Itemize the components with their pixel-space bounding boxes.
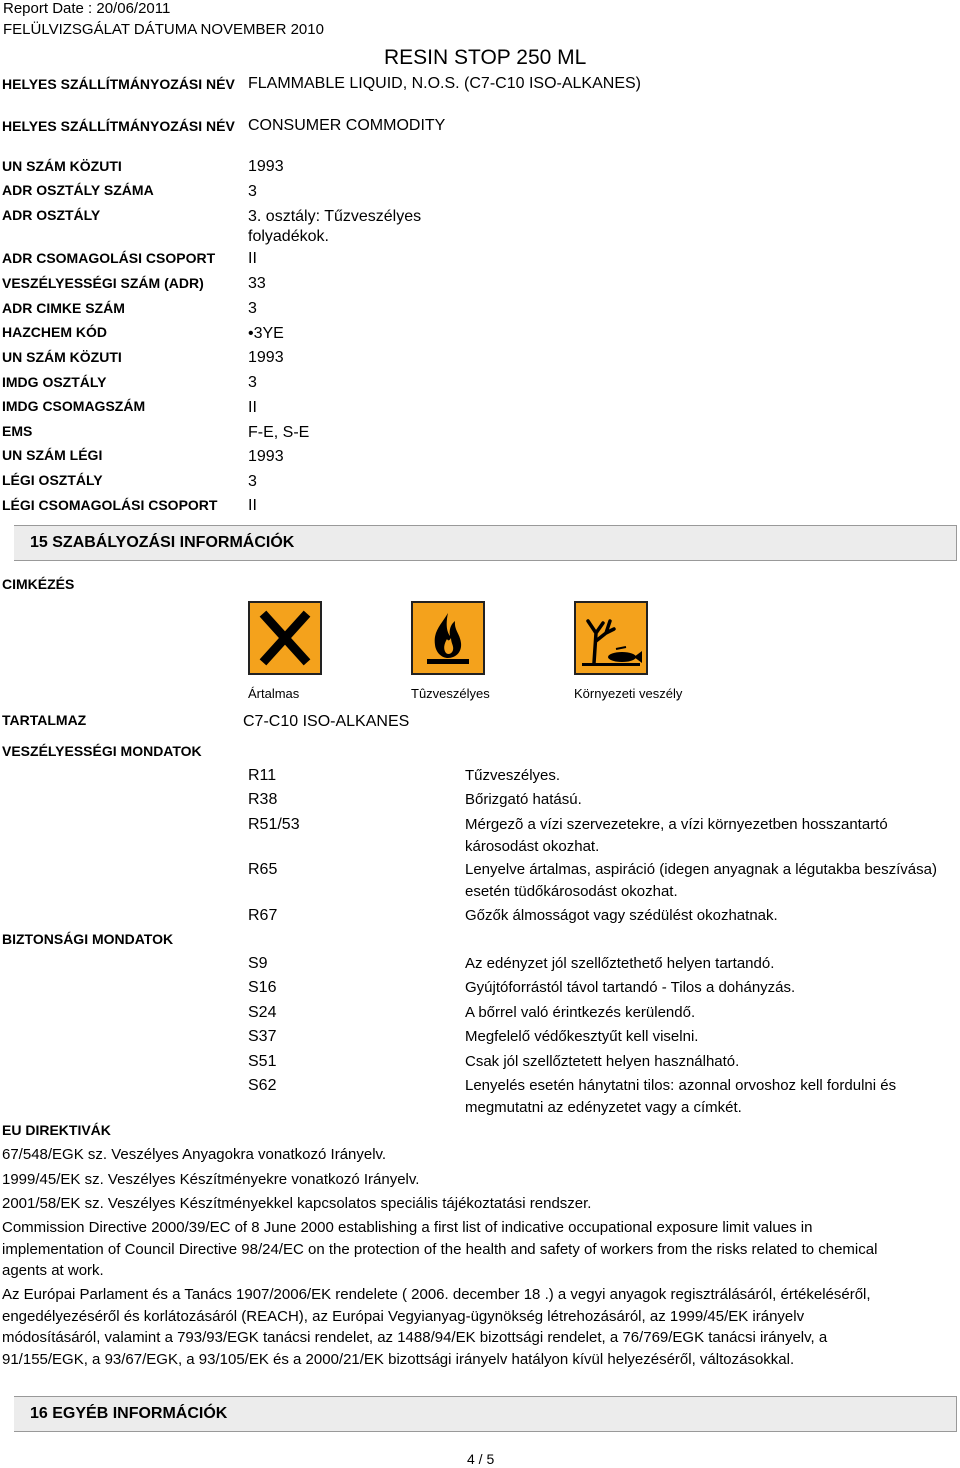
risk-text: Bőrizgató hatású.	[465, 791, 582, 808]
transport-value: 3. osztály: Tűzveszélyes folyadékok.	[248, 208, 422, 245]
safety-text: Lenyelés esetén hánytatni tilos: azonnal orvoshoz kell fordulni és megmutatni az edényzetet vagy a címkét.	[465, 1077, 897, 1116]
safety-code: S9	[248, 955, 268, 972]
risk-text: Gőzők álmosságot vagy szédülést okozhatnak.	[465, 907, 778, 924]
transport-value: •3YE	[248, 325, 284, 342]
transport-label: VESZÉLYESSÉGI SZÁM (ADR)	[2, 275, 204, 291]
section-15-title: 15 SZABÁLYOZÁSI INFORMÁCIÓK	[30, 534, 295, 551]
eu-directive: 67/548/EGK sz. Veszélyes Anyagokra vonatkozó Irányelv.	[2, 1146, 387, 1163]
transport-label: HELYES SZÁLLÍTMÁNYOZÁSI NÉV	[2, 118, 235, 134]
transport-label: LÉGI CSOMAGOLÁSI CSOPORT	[2, 497, 218, 513]
page-number: 4 / 5	[467, 1451, 495, 1467]
labelling-label: CIMKÉZÉS	[2, 576, 75, 592]
safety-text: Megfelelő védőkesztyűt kell viselni.	[465, 1028, 699, 1045]
safety-code: S16	[248, 979, 277, 996]
contains-label: TARTALMAZ	[2, 712, 87, 728]
risk-text: Tűzveszélyes.	[465, 767, 561, 784]
transport-value: 3	[248, 300, 257, 317]
pictogram-caption: Környezeti veszély	[574, 686, 683, 701]
eu-directive: Commission Directive 2000/39/EC of 8 June 2000 establishing a first list of indicative occupational exposure limit values in implementation of Council Directive 98/24/EC on the protection of the health and safety of workers from the risks related to chemical agents at work.	[2, 1219, 878, 1279]
transport-value: II	[248, 250, 257, 267]
transport-label: UN SZÁM LÉGI	[2, 447, 103, 463]
pictogram-caption: Ártalmas	[248, 686, 300, 701]
safety-code: S51	[248, 1053, 277, 1070]
eu-directives-label: EU DIREKTIVÁK	[2, 1122, 111, 1138]
transport-value: 1993	[248, 349, 284, 366]
safety-phrases-label: BIZTONSÁGI MONDATOK	[2, 931, 174, 947]
transport-value: 3	[248, 183, 257, 200]
transport-value: 33	[248, 275, 266, 292]
transport-label: UN SZÁM KÖZUTI	[2, 158, 122, 174]
transport-value: 1993	[248, 448, 284, 465]
transport-value: II	[248, 399, 257, 416]
safety-code: S62	[248, 1077, 277, 1094]
risk-phrases-label: VESZÉLYESSÉGI MONDATOK	[2, 743, 202, 759]
transport-label: ADR CIMKE SZÁM	[2, 300, 125, 316]
eu-directive: 2001/58/EK sz. Veszélyes Készítményekkel kapcsolatos speciális tájékoztatási rendszer.	[2, 1195, 592, 1212]
safety-text: Az edényzet jól szellőztethető helyen tartandó.	[465, 955, 775, 972]
transport-label: HAZCHEM KÓD	[2, 324, 107, 340]
section-15-header	[14, 525, 957, 561]
transport-value: 1993	[248, 158, 284, 175]
eu-directive: Az Európai Parlament és a Tanács 1907/2006/EK rendelete ( 2006. december 18 .) a vegyi anyagok regisztrálásáról, értékeléséről, engedélyezéséről és korlátozásáról (REACH), az Európai Vegyianyag-ügynökség létrehozásáról, az 1999/45/EK irányelv módosításáról, valamint a 793/93/EGK tanácsi rendelet, az 1488/94/EK bizottsági rendelet, a 76/769/EGK tanácsi irányelv, a 91/155/EGK, a 93/67/EGK, a 93/105/EK és a 2000/21/EK bizottsági irányelv hatályon kívül helyezéséről, változásokkal.	[2, 1286, 871, 1368]
risk-code: R51/53	[248, 816, 300, 833]
product-title: RESIN STOP 250 ML	[384, 46, 587, 69]
report-date: Report Date : 20/06/2011	[3, 0, 171, 17]
safety-text: Gyújtóforrástól távol tartandó - Tilos a dohányzás.	[465, 979, 796, 996]
transport-value: F-E, S-E	[248, 424, 310, 441]
transport-label: IMDG CSOMAGSZÁM	[2, 398, 146, 414]
transport-label: ADR CSOMAGOLÁSI CSOPORT	[2, 250, 216, 266]
environment-icon	[574, 601, 648, 675]
flame-icon	[411, 601, 485, 675]
transport-label: ADR OSZTÁLY SZÁMA	[2, 182, 154, 198]
safety-text: A bőrrel való érintkezés kerülendő.	[465, 1004, 696, 1021]
transport-value: CONSUMER COMMODITY	[248, 117, 446, 134]
safety-code: S24	[248, 1004, 277, 1021]
transport-label: HELYES SZÁLLÍTMÁNYOZÁSI NÉV	[2, 76, 235, 92]
transport-value: FLAMMABLE LIQUID, N.O.S. (C7-C10 ISO-ALKANES)	[248, 75, 641, 92]
risk-text: Mérgezõ a vízi szervezetekre, a vízi környezetben hosszantartó károsodást okozhat.	[465, 816, 888, 855]
contains-value: C7-C10 ISO-ALKANES	[243, 713, 410, 730]
risk-code: R38	[248, 791, 278, 808]
risk-code: R67	[248, 907, 278, 924]
transport-value: II	[248, 497, 257, 514]
risk-text: Lenyelve ártalmas, aspiráció (idegen anyagnak a légutakba beszívása) esetén tüdőkárosodást okozhat.	[465, 861, 937, 900]
review-date: FELÜLVIZSGÁLAT DÁTUMA NOVEMBER 2010	[3, 21, 324, 38]
transport-label: IMDG OSZTÁLY	[2, 374, 107, 390]
transport-label: ADR OSZTÁLY	[2, 207, 101, 223]
risk-code: R11	[248, 767, 277, 784]
transport-value: 3	[248, 473, 257, 490]
pictogram-caption: Tûzveszélyes	[411, 686, 490, 701]
safety-code: S37	[248, 1028, 277, 1045]
section-16-title: 16 EGYÉB INFORMÁCIÓK	[30, 1405, 228, 1422]
harmful-x-icon	[248, 601, 322, 675]
risk-code: R65	[248, 861, 278, 878]
transport-label: EMS	[2, 423, 33, 439]
transport-label: UN SZÁM KÖZUTI	[2, 349, 122, 365]
safety-text: Csak jól szellőztetett helyen használható.	[465, 1053, 740, 1070]
transport-value: 3	[248, 374, 257, 391]
eu-directive: 1999/45/EK sz. Veszélyes Készítményekre vonatkozó Irányelv.	[2, 1171, 420, 1188]
transport-label: LÉGI OSZTÁLY	[2, 472, 103, 488]
section-16-header	[14, 1396, 957, 1432]
